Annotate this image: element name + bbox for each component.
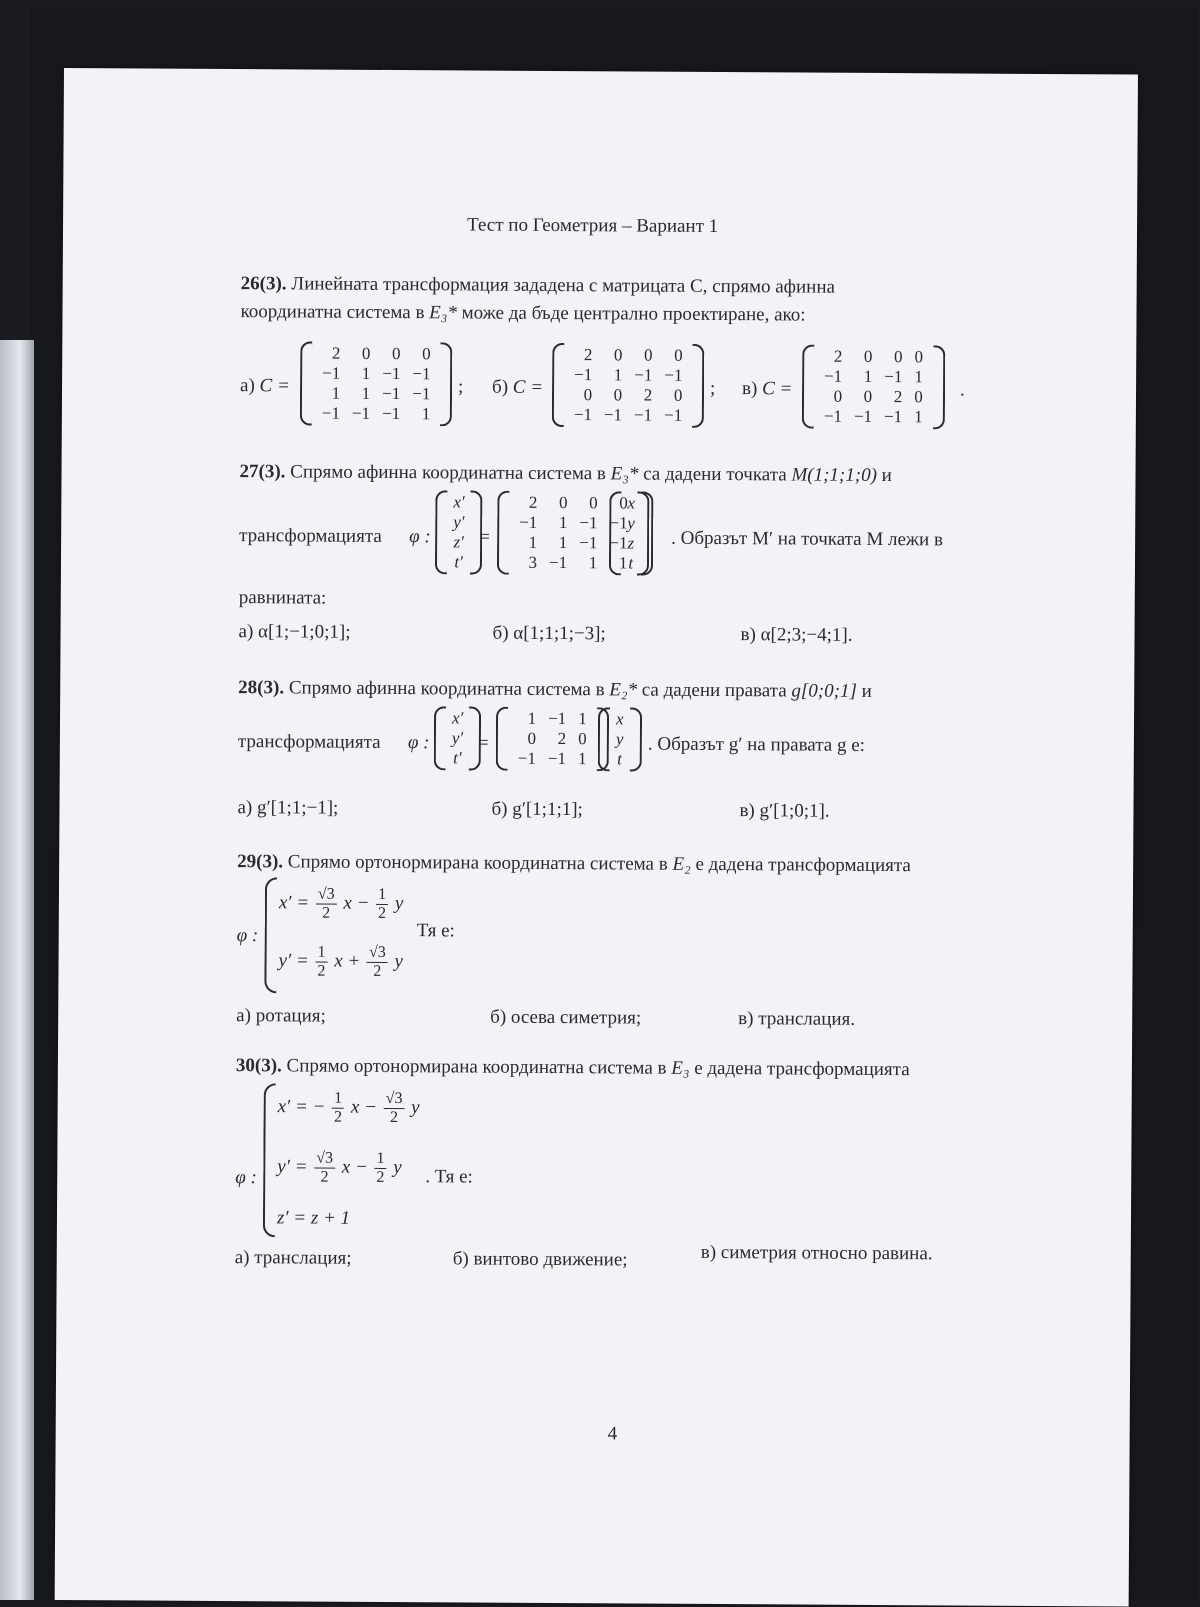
exam-page	[55, 68, 1138, 1607]
q29-phi: φ :	[236, 925, 259, 947]
vector-entry: t	[617, 749, 622, 769]
q27-text-1c: и	[881, 465, 892, 487]
q29-eq1: x′ = $\frac{√3}{2}$ x − $\frac{1}{2}$ y	[278, 885, 404, 922]
q30-text-1b: е дадена трансформацията	[694, 1057, 910, 1081]
matrix-cell: 0	[643, 345, 653, 365]
q27-equals: =	[479, 526, 490, 548]
q26-option-1-end: ;	[709, 377, 716, 399]
matrix-cell: 0	[674, 345, 683, 365]
vector-entry: z′	[453, 532, 464, 552]
q28-matrix	[496, 707, 609, 772]
matrix-cell: 0	[863, 346, 873, 366]
q27-trans-label: трансформацията	[239, 525, 382, 547]
vector-entry: x	[615, 709, 624, 729]
q26-number: 26(3).	[240, 273, 287, 295]
matrix-cell: 1	[613, 365, 623, 385]
matrix-cell: −1	[351, 403, 371, 423]
vector-entry: x′	[453, 492, 465, 512]
q27-answer-c: в) α[2;3;−4;1].	[740, 624, 853, 646]
matrix-cell: −1	[884, 367, 903, 387]
matrix-cell: −1	[382, 363, 401, 384]
matrix-cell: −1	[517, 748, 536, 768]
q29-text-1a: Спрямо ортонормирана координатна система в	[287, 851, 668, 875]
matrix-cell: −1	[579, 533, 598, 553]
matrix-cell: 2	[893, 387, 903, 407]
matrix-cell: 1	[361, 383, 371, 403]
q28-answer-a: а) g′[1;1;−1];	[237, 797, 339, 819]
q28-phi: φ :	[407, 732, 430, 754]
q29-answer-c: в) транслация.	[738, 1008, 856, 1030]
matrix-cell: −1	[322, 363, 341, 383]
matrix-cell: 0	[613, 345, 623, 365]
q29-answer-b: б) осева симетрия;	[490, 1006, 642, 1029]
matrix-cell: −1	[382, 403, 401, 424]
vector-entry: y′	[451, 728, 464, 748]
matrix-cell: 2	[583, 345, 593, 365]
q30-eq3: z′ = z + 1	[276, 1207, 351, 1229]
matrix-cell: 1	[331, 383, 341, 403]
matrix-cell: 0	[893, 347, 903, 367]
matrix-cell: 3	[528, 552, 538, 572]
q26-text-1: Линейната трансформация зададена с матрицата C, спрямо афинна	[291, 273, 836, 298]
q26-line2	[240, 301, 805, 326]
matrix-cell: −1	[573, 405, 593, 425]
matrix-cell: 2	[643, 385, 653, 405]
matrix-cell: 1	[914, 367, 923, 387]
page-title: Тест по Геометрия – Вариант 1	[466, 214, 719, 237]
q26-option-0-label: а) C =	[239, 375, 290, 397]
q29-text-1b: е дадена трансформацията	[695, 853, 911, 877]
page-number: 4	[607, 1423, 618, 1445]
matrix-cell: 1	[914, 407, 923, 427]
matrix-cell: −1	[884, 407, 903, 427]
matrix-cell: −1	[579, 513, 598, 533]
matrix-cell: 0	[583, 385, 593, 405]
matrix-cell: 1	[577, 749, 587, 769]
matrix-cell: −1	[824, 366, 843, 386]
matrix-cell: −1	[382, 383, 401, 404]
q30-phi: φ :	[235, 1167, 257, 1189]
q29-number: 29(3).	[237, 851, 284, 873]
q27-line1	[239, 461, 891, 487]
matrix-cell: 0	[914, 347, 924, 367]
matrix-cell: 0	[589, 493, 598, 513]
matrix-cell: 1	[528, 532, 538, 552]
matrix-cell: 2	[331, 343, 341, 363]
q27-number: 27(3).	[239, 461, 286, 483]
q28-tail: . Образът g′ на правата g е:	[647, 733, 866, 756]
q29-line1	[237, 851, 911, 877]
matrix-cell: −1	[519, 512, 538, 532]
vector-entry: t	[628, 553, 634, 573]
q29-tail: Тя е:	[416, 920, 455, 942]
matrix-cell: 2	[833, 346, 843, 366]
q26-line1	[241, 273, 835, 299]
q27-right-vector	[609, 491, 653, 575]
matrix-cell: 0	[391, 344, 401, 364]
q30-answer-b: б) винтово движение;	[452, 1248, 628, 1271]
vector-entry: y′	[453, 512, 465, 532]
q29-brace	[264, 877, 277, 993]
matrix-cell: 1	[558, 513, 568, 533]
q28-line1	[238, 677, 872, 703]
q30-text-1a: Спрямо ортонормирана координатна система в	[286, 1055, 667, 1079]
q26-option-2-end: .	[959, 379, 965, 401]
q28-trans-label: трансформацията	[237, 731, 381, 753]
vector-entry: t′	[454, 552, 463, 572]
matrix-cell: −1	[412, 384, 431, 404]
q30-eq2: y′ = $\frac{√3}{2}$ x − $\frac{1}{2}$ y	[277, 1149, 402, 1186]
q29-space: E₂	[672, 853, 691, 875]
matrix-cell: −1	[853, 406, 873, 426]
q27-tail: . Образът M′ на точката M лежи в	[671, 527, 944, 551]
q28-space: E₂*	[609, 679, 638, 701]
vector-entry: x′	[451, 708, 464, 728]
vector-entry: x	[627, 493, 635, 513]
matrix-cell: 1	[421, 404, 431, 424]
matrix-cell: −1	[634, 405, 653, 425]
q30-answer-c: в) симетрия относно равина.	[700, 1241, 933, 1265]
q30-space: E₃	[671, 1057, 690, 1079]
matrix-cell: 0	[558, 493, 568, 513]
q26-text-2a: координатна система в	[240, 301, 425, 324]
matrix-cell: 1	[588, 553, 598, 573]
q27-text-1a: Спрямо афинна координатна система в	[290, 461, 606, 485]
q28-answer-b: б) g′[1;1;1];	[491, 798, 583, 821]
matrix-cell: 0	[863, 386, 873, 406]
matrix-cell: 1	[527, 708, 537, 728]
matrix-cell: −1	[549, 552, 568, 573]
matrix-cell: 1	[618, 553, 628, 573]
q28-text-1b: са дадени правата	[641, 679, 787, 702]
vector-entry: z	[627, 533, 635, 553]
q27-left-vector	[435, 490, 483, 574]
q26-option-2-matrix	[802, 345, 945, 430]
matrix-cell: −1	[574, 365, 593, 385]
matrix-cell: −1	[664, 405, 683, 425]
matrix-cell: 1	[578, 709, 587, 729]
q27-answer-a: а) α[1;−1;0;1];	[238, 621, 351, 643]
q30-eq1: x′ = − $\frac{1}{2}$ x − $\frac{√3}{2}$ y	[277, 1089, 420, 1127]
matrix-cell: 1	[863, 366, 873, 386]
matrix-cell: 2	[557, 729, 567, 749]
matrix-cell: −1	[823, 406, 843, 426]
q27-text-1b: са дадени точката	[643, 463, 787, 486]
matrix-cell: 0	[613, 385, 623, 405]
matrix-cell: 1	[361, 363, 371, 383]
matrix-cell: −1	[548, 708, 567, 729]
matrix-cell: 0	[914, 387, 923, 407]
q27-line3: равнината:	[238, 587, 327, 609]
q30-line1	[236, 1055, 910, 1081]
matrix-cell: 0	[422, 344, 431, 364]
q26-space: E₃*	[429, 302, 457, 324]
matrix-cell: −1	[547, 748, 567, 769]
matrix-cell: −1	[634, 365, 653, 385]
q28-equals: =	[477, 732, 489, 754]
matrix-cell: 0	[619, 493, 628, 513]
matrix-cell: 0	[361, 343, 371, 363]
matrix-cell: 0	[527, 728, 537, 748]
matrix-cell: −1	[609, 513, 628, 533]
q28-text-1c: и	[861, 680, 872, 702]
q26-option-0-end: ;	[457, 376, 464, 398]
q30-tail: . Тя е:	[425, 1166, 473, 1188]
matrix-cell: 2	[528, 492, 538, 512]
matrix-cell: 0	[833, 386, 843, 406]
q28-line: g[0;0;1]	[791, 680, 857, 702]
matrix-cell: −1	[664, 365, 683, 385]
matrix-cell: 0	[578, 729, 587, 749]
q28-text-1a: Спрямо афинна координатна система в	[288, 677, 605, 701]
q27-point: M(1;1;1;0)	[791, 464, 878, 486]
q28-answer-c: в) g′[1;0;1].	[739, 800, 830, 822]
matrix-cell: −1	[412, 364, 431, 384]
q29-answer-a: а) ротация;	[236, 1005, 326, 1027]
q26-option-1-label: б) C =	[491, 376, 544, 398]
q26-option-1-matrix	[552, 343, 705, 428]
q27-space: E₃*	[610, 463, 639, 485]
matrix-cell: −1	[609, 533, 628, 553]
vector-entry: t′	[453, 748, 462, 768]
vector-entry: y	[627, 513, 635, 533]
matrix-cell: −1	[603, 405, 623, 425]
matrix-cell: 0	[673, 385, 683, 405]
q26-text-2b: може да бъде централно проектиране, ако:	[461, 302, 806, 326]
q28-left-vector	[434, 706, 482, 770]
q30-number: 30(3).	[235, 1055, 282, 1077]
q30-brace	[263, 1083, 276, 1237]
q30-answer-a: а) транслация;	[234, 1247, 352, 1269]
matrix-cell: 1	[558, 533, 568, 553]
q26-option-2-label: в) C =	[741, 378, 793, 400]
q27-phi: φ :	[409, 526, 431, 548]
q28-number: 28(3).	[238, 677, 285, 699]
background-fabric	[0, 340, 34, 1600]
vector-entry: y	[615, 729, 624, 749]
q29-eq2: y′ = $\frac{1}{2}$ x + $\frac{√3}{2}$ y	[278, 943, 404, 980]
q27-answer-b: б) α[1;1;1;−3];	[492, 622, 606, 645]
q28-right-vector	[598, 707, 642, 771]
matrix-cell: −1	[321, 403, 341, 423]
q26-option-0-matrix	[300, 341, 453, 426]
